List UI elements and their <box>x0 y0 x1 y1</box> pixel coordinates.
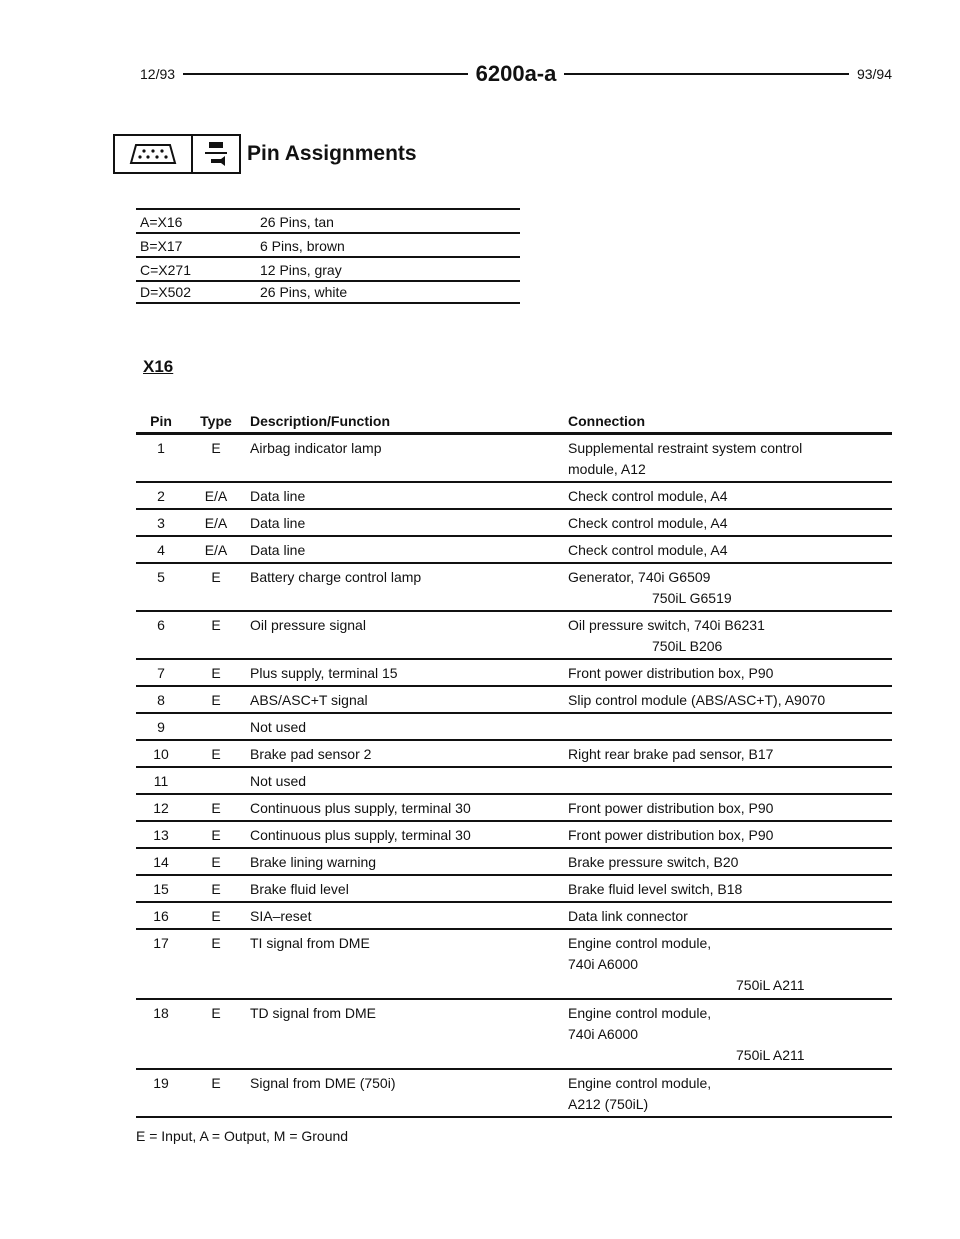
cell-pin: 8 <box>157 692 165 708</box>
cell-type <box>186 771 246 793</box>
cell-type: E <box>211 908 221 924</box>
table-row <box>136 795 892 822</box>
cell-connection <box>568 663 892 685</box>
cell-connection <box>568 744 892 766</box>
cell-pin: 6 <box>157 617 165 633</box>
cell-connection <box>568 852 892 874</box>
cell-type: E <box>211 746 221 762</box>
table-row <box>136 1000 892 1070</box>
connection-line: Oil pressure switch, 740i B6231 <box>568 617 765 633</box>
assignment-row: C=X271 12 Pins, gray <box>136 256 520 280</box>
cell-desc: Brake fluid level <box>250 881 349 897</box>
cell-connection <box>568 690 892 712</box>
cell-pin: 1 <box>157 440 165 456</box>
cell-connection <box>568 906 892 928</box>
cell-pin: 13 <box>153 827 169 843</box>
connection-line: 750iL B206 <box>652 638 723 654</box>
connection-line: Generator, 740i G6509 <box>568 569 711 585</box>
cell-type: E <box>211 881 221 897</box>
header-date-left: 12/93 <box>140 66 176 82</box>
connection-line: Front power distribution box, P90 <box>568 827 774 843</box>
section-heading: X16 <box>143 357 174 376</box>
connection-line: Engine control module, <box>568 1075 712 1091</box>
table-row <box>136 768 892 795</box>
cell-connection <box>568 933 892 998</box>
table-row <box>136 687 892 714</box>
title-row <box>113 134 417 174</box>
assignment-row: D=X502 26 Pins, white <box>136 280 520 304</box>
table-row <box>136 822 892 849</box>
cell-pin: 7 <box>157 665 165 681</box>
connection-line: Check control module, A4 <box>568 488 728 504</box>
cell-desc: TI signal from DME <box>250 935 370 951</box>
table-body <box>136 435 892 1118</box>
header-pin: Pin <box>150 413 172 429</box>
cell-type: E <box>211 1075 221 1091</box>
header-rule-left <box>183 73 468 75</box>
cell-connection <box>568 540 892 562</box>
cell-type: E <box>211 617 221 633</box>
cell-connection <box>568 567 892 610</box>
page-header <box>140 62 892 86</box>
cell-desc: Not used <box>250 719 307 735</box>
cell-connection <box>568 486 892 508</box>
legend: E = Input, A = Output, M = Ground <box>136 1128 349 1144</box>
cell-desc: ABS/ASC+T signal <box>250 692 368 708</box>
table-row <box>136 876 892 903</box>
cell-type: E <box>211 827 221 843</box>
connection-line: Front power distribution box, P90 <box>568 800 774 816</box>
connection-line: 750iL A211 <box>736 1047 805 1063</box>
header-date-right: 93/94 <box>856 66 892 82</box>
cell-type: E <box>211 665 221 681</box>
cell-desc: Battery charge control lamp <box>250 569 422 585</box>
connection-line: Data link connector <box>568 908 688 924</box>
connection-line: Engine control module, <box>568 935 712 951</box>
connection-line: Slip control module (ABS/ASC+T), A9070 <box>568 692 826 708</box>
connector-icon <box>113 134 193 174</box>
cell-desc: TD signal from DME <box>250 1005 377 1021</box>
cell-pin: 11 <box>153 773 169 789</box>
cell-connection <box>568 1003 892 1068</box>
header-type: Type <box>200 413 232 429</box>
cell-type: E <box>211 692 221 708</box>
connection-line: Check control module, A4 <box>568 542 728 558</box>
connection-line: 740i A6000 <box>568 956 639 972</box>
header-code: 6200a-a <box>475 61 557 86</box>
cell-pin: 4 <box>157 542 165 558</box>
connection-line: Brake fluid level switch, B18 <box>568 881 743 897</box>
connection-line: A212 (750iL) <box>568 1096 649 1112</box>
cell-desc: Not used <box>250 773 307 789</box>
cell-desc: Continuous plus supply, terminal 30 <box>250 800 471 816</box>
cell-type: E/A <box>204 515 228 531</box>
table-row <box>136 741 892 768</box>
cell-desc: Plus supply, terminal 15 <box>250 665 398 681</box>
table-row <box>136 1070 892 1118</box>
cell-type: E <box>211 440 221 456</box>
cell-pin: 9 <box>157 719 165 735</box>
assignment-row: B=X17 6 Pins, brown <box>136 232 520 256</box>
cell-pin: 5 <box>157 569 165 585</box>
connection-line: Supplemental restraint system control <box>568 440 803 456</box>
page-title: Pin Assignments <box>247 142 417 165</box>
cell-pin: 10 <box>153 746 169 762</box>
table-header <box>136 410 892 435</box>
cell-type <box>186 717 246 739</box>
connection-line: Right rear brake pad sensor, B17 <box>568 746 774 762</box>
header-conn: Connection <box>568 413 645 429</box>
cell-type: E <box>211 935 221 951</box>
cell-desc: Oil pressure signal <box>250 617 366 633</box>
connection-line: 750iL G6519 <box>652 590 732 606</box>
cell-connection <box>568 717 892 739</box>
connection-line: module, A12 <box>568 461 646 477</box>
cell-pin: 15 <box>153 881 169 897</box>
cell-connection <box>568 879 892 901</box>
pin-plug-icon <box>193 134 241 174</box>
connector-assignments <box>136 208 520 304</box>
cell-desc: Brake lining warning <box>250 854 377 870</box>
cell-type: E/A <box>204 542 228 558</box>
cell-pin: 3 <box>157 515 165 531</box>
cell-type: E/A <box>204 488 228 504</box>
connection-line: Brake pressure switch, B20 <box>568 854 739 870</box>
table-row <box>136 510 892 537</box>
table-row <box>136 714 892 741</box>
table-row <box>136 537 892 564</box>
connection-line: 740i A6000 <box>568 1026 639 1042</box>
table-row <box>136 612 892 660</box>
cell-type: E <box>211 800 221 816</box>
table-row <box>136 564 892 612</box>
assignment-row: A=X16 26 Pins, tan <box>136 208 520 232</box>
table-row <box>136 660 892 687</box>
cell-desc: Data line <box>250 542 306 558</box>
cell-connection <box>568 513 892 535</box>
cell-connection <box>568 615 892 658</box>
cell-desc: Data line <box>250 515 306 531</box>
cell-connection <box>568 825 892 847</box>
cell-pin: 16 <box>153 908 169 924</box>
table-row <box>136 903 892 930</box>
connection-line: Engine control module, <box>568 1005 712 1021</box>
cell-pin: 2 <box>157 488 165 504</box>
cell-desc: SIA–reset <box>250 908 312 924</box>
cell-desc: Data line <box>250 488 306 504</box>
cell-type: E <box>211 854 221 870</box>
header-desc: Description/Function <box>250 413 390 429</box>
table-row <box>136 483 892 510</box>
cell-connection <box>568 771 892 793</box>
cell-connection <box>568 438 892 481</box>
connection-line: Front power distribution box, P90 <box>568 665 774 681</box>
cell-pin: 12 <box>153 800 169 816</box>
cell-pin: 17 <box>153 935 169 951</box>
cell-desc: Airbag indicator lamp <box>250 440 382 456</box>
cell-desc: Signal from DME (750i) <box>250 1075 396 1091</box>
cell-type: E <box>211 1005 221 1021</box>
pin-table <box>136 410 892 1118</box>
table-row <box>136 930 892 1000</box>
cell-desc: Brake pad sensor 2 <box>250 746 372 762</box>
cell-type: E <box>211 569 221 585</box>
cell-desc: Continuous plus supply, terminal 30 <box>250 827 471 843</box>
connection-line: 750iL A211 <box>736 977 805 993</box>
cell-pin: 14 <box>153 854 169 870</box>
connection-line: Check control module, A4 <box>568 515 728 531</box>
cell-pin: 19 <box>153 1075 169 1091</box>
table-row <box>136 435 892 483</box>
cell-pin: 18 <box>153 1005 169 1021</box>
cell-connection <box>568 798 892 820</box>
table-row <box>136 849 892 876</box>
header-rule-right <box>564 73 849 75</box>
cell-connection <box>568 1073 892 1116</box>
